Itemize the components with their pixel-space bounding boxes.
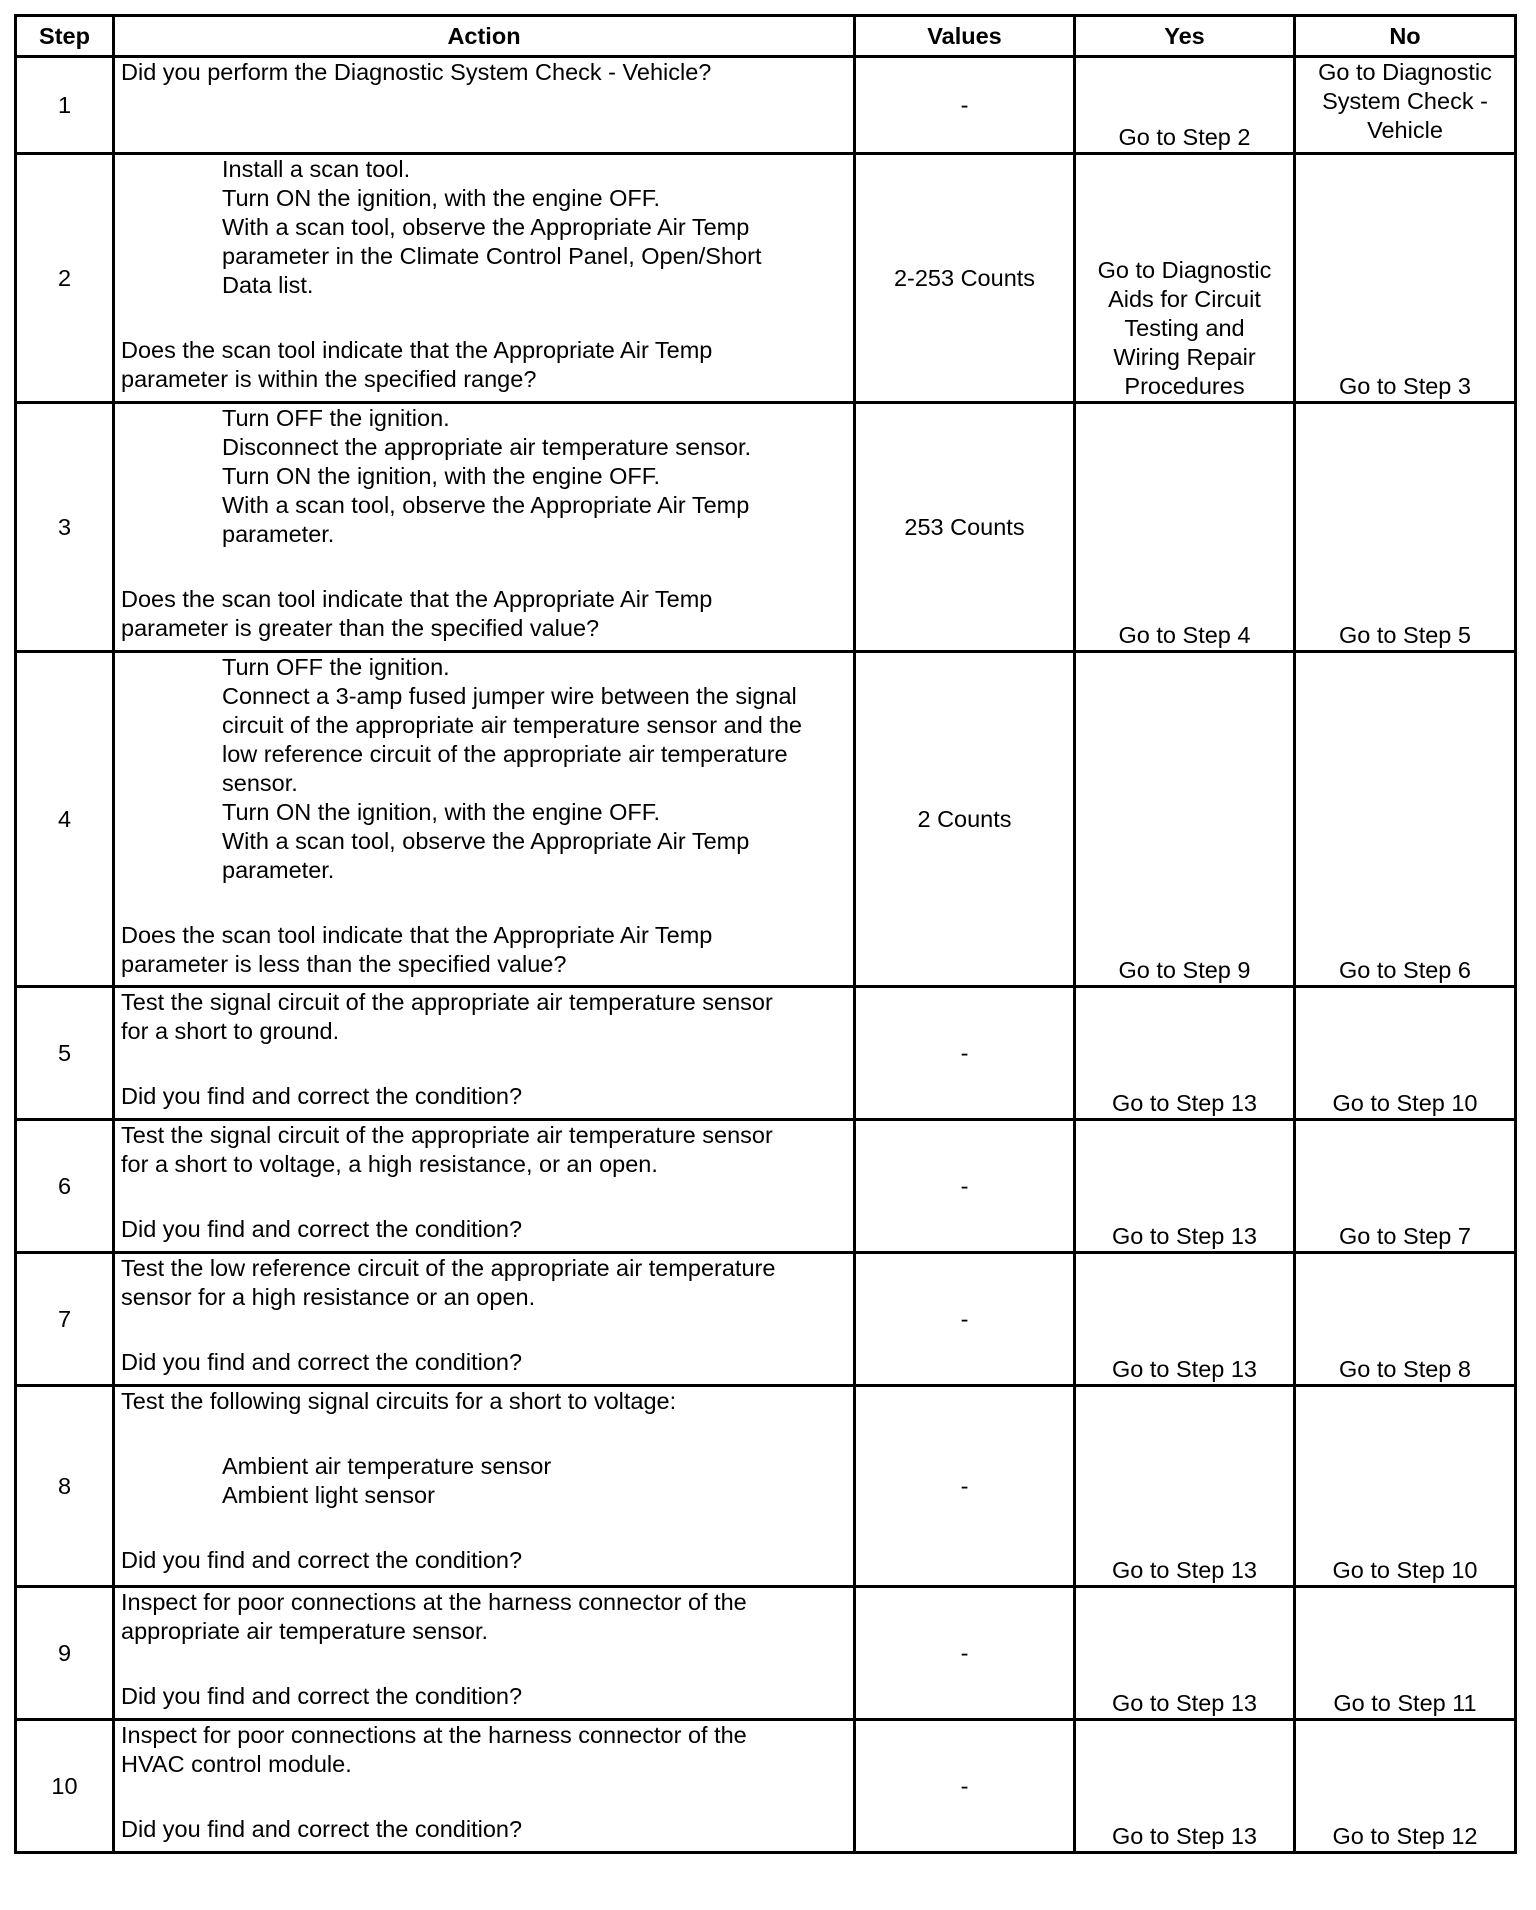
value-cell: - [855, 1587, 1075, 1720]
no-cell [1295, 57, 1516, 154]
value-cell: 2 Counts [855, 652, 1075, 987]
spacer [121, 1312, 847, 1348]
action-line: Turn OFF the ignition. [222, 654, 450, 680]
question-line: Does the scan tool indicate that the Appropriate Air Temp [121, 586, 713, 612]
action-cell [114, 1587, 855, 1720]
spacer [121, 1416, 847, 1452]
table-row [16, 1386, 1516, 1587]
table-row [16, 652, 1516, 987]
action-line: Inspect for poor connections at the harness connector of the [121, 1722, 747, 1748]
table-row [16, 987, 1516, 1120]
action-line: With a scan tool, observe the Appropriate Air Temp [222, 492, 750, 518]
yes-cell: Go to Step 13 [1075, 1720, 1295, 1853]
step-number: 7 [16, 1253, 114, 1386]
action-line: Data list. [222, 272, 314, 298]
value-cell: - [855, 987, 1075, 1120]
spacer [121, 549, 847, 585]
action-line: With a scan tool, observe the Appropriate Air Temp [222, 214, 750, 240]
value-cell: 253 Counts [855, 403, 1075, 652]
action-line: low reference circuit of the appropriate air temperature [222, 741, 788, 767]
no-cell: Go to Step 3 [1295, 154, 1516, 403]
value-cell: - [855, 1120, 1075, 1253]
header-action: Action [114, 16, 855, 57]
yes-line: Testing and [1124, 315, 1245, 341]
value-cell: - [855, 57, 1075, 154]
question-line: Did you find and correct the condition? [121, 1683, 523, 1709]
table-row [16, 1253, 1516, 1386]
step-number: 4 [16, 652, 114, 987]
yes-cell [1075, 154, 1295, 403]
no-line: Vehicle [1367, 117, 1443, 143]
table-row [16, 1587, 1516, 1720]
table-row [16, 403, 1516, 652]
yes-cell: Go to Step 13 [1075, 1386, 1295, 1587]
question-line: Did you find and correct the condition? [121, 1216, 523, 1242]
action-line: Test the signal circuit of the appropriate air temperature sensor [121, 1122, 773, 1148]
action-line: HVAC control module. [121, 1751, 352, 1777]
no-line: Go to Diagnostic [1318, 59, 1492, 85]
table-header-row [16, 16, 1516, 57]
question-line: Does the scan tool indicate that the Appropriate Air Temp [121, 922, 713, 948]
action-line: Turn ON the ignition, with the engine OFF. [222, 463, 661, 489]
action-cell [114, 1720, 855, 1853]
action-line: parameter in the Climate Control Panel, Open/Short [222, 243, 762, 269]
action-line: Test the following signal circuits for a short to voltage: [121, 1388, 677, 1414]
question-line: Did you find and correct the condition? [121, 1083, 523, 1109]
action-line: Did you perform the Diagnostic System Check - Vehicle? [121, 59, 712, 85]
spacer [121, 1046, 847, 1082]
action-line: for a short to voltage, a high resistance, or an open. [121, 1151, 658, 1177]
question-line: Did you find and correct the condition? [121, 1349, 523, 1375]
step-number: 9 [16, 1587, 114, 1720]
diagnostic-document [14, 14, 1514, 1854]
header-yes: Yes [1075, 16, 1295, 57]
action-line: sensor. [222, 770, 298, 796]
header-step: Step [16, 16, 114, 57]
action-line: Inspect for poor connections at the harness connector of the [121, 1589, 747, 1615]
action-cell [114, 154, 855, 403]
question-line: parameter is within the specified range? [121, 366, 537, 392]
action-line: Turn ON the ignition, with the engine OFF. [222, 185, 661, 211]
spacer [121, 1179, 847, 1215]
question-line: Does the scan tool indicate that the Appropriate Air Temp [121, 337, 713, 363]
spacer [121, 1646, 847, 1682]
action-cell [114, 1386, 855, 1587]
no-cell: Go to Step 7 [1295, 1120, 1516, 1253]
no-cell: Go to Step 8 [1295, 1253, 1516, 1386]
action-cell [114, 1120, 855, 1253]
no-cell: Go to Step 5 [1295, 403, 1516, 652]
yes-cell: Go to Step 13 [1075, 1587, 1295, 1720]
sub-item: Ambient air temperature sensor [222, 1453, 552, 1479]
action-line: Test the low reference circuit of the appropriate air temperature [121, 1255, 776, 1281]
action-line: Connect a 3-amp fused jumper wire between the signal [222, 683, 797, 709]
action-line: appropriate air temperature sensor. [121, 1618, 489, 1644]
yes-line: Procedures [1124, 373, 1245, 399]
action-line: parameter. [222, 857, 335, 883]
step-number: 2 [16, 154, 114, 403]
question-line: Did you find and correct the condition? [121, 1816, 523, 1842]
spacer [121, 300, 847, 336]
action-line: Disconnect the appropriate air temperature sensor. [222, 434, 752, 460]
yes-line: Go to Diagnostic [1097, 257, 1272, 283]
question-line: parameter is less than the specified value? [121, 951, 567, 977]
action-cell [114, 403, 855, 652]
table-row [16, 1120, 1516, 1253]
spacer [121, 885, 847, 921]
spacer [121, 1779, 847, 1815]
no-cell: Go to Step 6 [1295, 652, 1516, 987]
step-number: 8 [16, 1386, 114, 1587]
yes-cell: Go to Step 13 [1075, 1253, 1295, 1386]
yes-cell: Go to Step 2 [1075, 57, 1295, 154]
value-cell: - [855, 1720, 1075, 1853]
action-line: Install a scan tool. [222, 156, 411, 182]
value-cell: 2-253 Counts [855, 154, 1075, 403]
table-row [16, 57, 1516, 154]
yes-cell: Go to Step 13 [1075, 1120, 1295, 1253]
action-cell [114, 57, 855, 154]
question-line: Did you find and correct the condition? [121, 1547, 523, 1573]
question-line: parameter is greater than the specified value? [121, 615, 600, 641]
no-cell: Go to Step 10 [1295, 1386, 1516, 1587]
yes-line: Aids for Circuit [1108, 286, 1261, 312]
action-line: for a short to ground. [121, 1018, 340, 1044]
table-row [16, 154, 1516, 403]
action-line: With a scan tool, observe the Appropriate Air Temp [222, 828, 750, 854]
yes-line: Wiring Repair [1113, 344, 1256, 370]
no-cell: Go to Step 11 [1295, 1587, 1516, 1720]
step-number: 10 [16, 1720, 114, 1853]
action-line: Test the signal circuit of the appropriate air temperature sensor [121, 989, 773, 1015]
action-line: circuit of the appropriate air temperature sensor and the [222, 712, 802, 738]
step-number: 3 [16, 403, 114, 652]
no-cell: Go to Step 10 [1295, 987, 1516, 1120]
yes-cell: Go to Step 9 [1075, 652, 1295, 987]
no-cell: Go to Step 12 [1295, 1720, 1516, 1853]
no-line: System Check - [1322, 88, 1488, 114]
step-number: 6 [16, 1120, 114, 1253]
yes-cell: Go to Step 13 [1075, 987, 1295, 1120]
table-row [16, 1720, 1516, 1853]
action-line: sensor for a high resistance or an open. [121, 1284, 536, 1310]
action-line: Turn OFF the ignition. [222, 405, 450, 431]
step-number: 5 [16, 987, 114, 1120]
value-cell: - [855, 1253, 1075, 1386]
action-cell [114, 652, 855, 987]
action-line: parameter. [222, 521, 335, 547]
step-number: 1 [16, 57, 114, 154]
action-cell [114, 987, 855, 1120]
header-values: Values [855, 16, 1075, 57]
value-cell: - [855, 1386, 1075, 1587]
spacer [121, 1510, 847, 1546]
sub-item: Ambient light sensor [222, 1482, 435, 1508]
header-no: No [1295, 16, 1516, 57]
yes-cell: Go to Step 4 [1075, 403, 1295, 652]
action-line: Turn ON the ignition, with the engine OFF. [222, 799, 661, 825]
action-cell [114, 1253, 855, 1386]
diagnostic-table [14, 14, 1517, 1854]
